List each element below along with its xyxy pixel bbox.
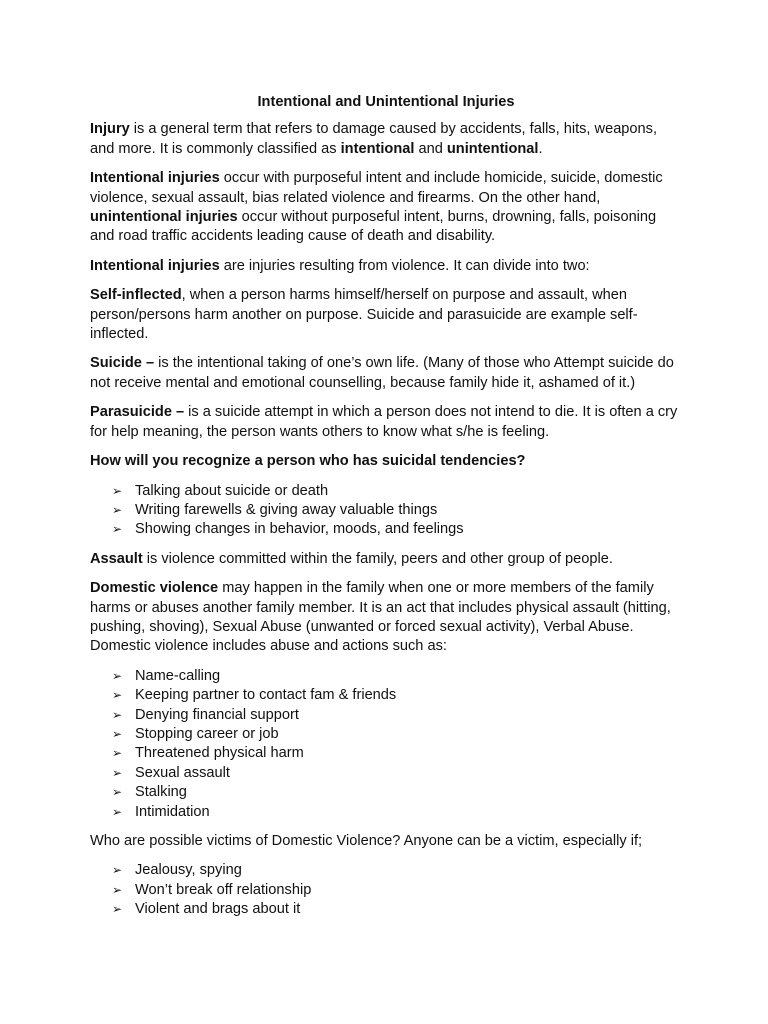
arrow-bullet-icon: ➢ <box>112 707 123 722</box>
arrow-bullet-icon: ➢ <box>112 726 123 741</box>
paragraph-text: occur with purposeful intent and include homicide, suicide, domestic violence, sexual assault, bias related violence and firearms. On the other hand, <box>90 170 663 206</box>
list-item-text: Denying financial support <box>135 706 299 723</box>
suicidal-signs-list <box>90 482 682 540</box>
arrow-bullet-icon: ➢ <box>112 765 123 780</box>
arrow-bullet-icon: ➢ <box>112 668 123 683</box>
list-item-text: Writing farewells & giving away valuable things <box>135 501 438 518</box>
list-item-text: Won’t break off relationship <box>135 881 312 898</box>
paragraph-text: is violence committed within the family, peers and other group of people. <box>142 550 613 567</box>
arrow-bullet-icon: ➢ <box>112 746 123 761</box>
list-item-text: Violent and brags about it <box>135 901 301 918</box>
bold-term: Parasuicide – <box>90 404 185 421</box>
list-item <box>90 764 682 783</box>
paragraph-intentional-injuries <box>90 257 682 276</box>
list-item <box>90 881 682 900</box>
list-item-text: Stalking <box>135 784 187 801</box>
domestic-abuse-list <box>90 667 682 822</box>
paragraph-text: is a suicide attempt in which a person does not intend to die. It is often a cry for help meaning, the person wants others to know what s/he is feeling. <box>90 404 678 440</box>
bold-term: Domestic violence <box>90 580 219 597</box>
list-item-text: Intimidation <box>135 803 210 820</box>
bold-term: Intentional injuries <box>90 170 220 187</box>
paragraph-text: . <box>538 140 543 157</box>
paragraph-intentional-vs-unintentional <box>90 169 682 247</box>
list-item <box>90 803 682 822</box>
arrow-bullet-icon: ➢ <box>112 483 123 498</box>
bold-term: Injury <box>90 121 130 138</box>
list-item-text: Sexual assault <box>135 764 230 781</box>
list-item <box>90 725 682 744</box>
list-item-text: Talking about suicide or death <box>135 482 329 499</box>
paragraph-text: is the intentional taking of one’s own life. (Many of those who Attempt suicide do not receive mental and emotional counselling, because family hide it, ashamed of it.) <box>90 355 674 391</box>
paragraph-assault <box>90 550 682 569</box>
list-item <box>90 482 682 501</box>
list-item-text: Jealousy, spying <box>135 862 242 879</box>
list-item <box>90 706 682 725</box>
bold-term: unintentional injuries <box>90 209 238 226</box>
list-item-text: Threatened physical harm <box>135 745 304 762</box>
list-item <box>90 900 682 919</box>
question-text: How will you recognize a person who has suicidal tendencies? <box>90 453 526 470</box>
paragraph-text: is a general term that refers to damage caused by accidents, falls, hits, weapons, and more. It is commonly classified as <box>90 121 658 157</box>
arrow-bullet-icon: ➢ <box>112 863 123 878</box>
bold-term: Intentional injuries <box>90 257 220 274</box>
bold-term: intentional <box>340 140 415 157</box>
arrow-bullet-icon: ➢ <box>112 882 123 897</box>
paragraph-text: occur without purposeful intent, burns, drowning, falls, poisoning and road traffic accidents leading cause of death and disability. <box>90 209 657 245</box>
list-item <box>90 686 682 705</box>
arrow-bullet-icon: ➢ <box>112 804 123 819</box>
list-item <box>90 501 682 520</box>
arrow-bullet-icon: ➢ <box>112 785 123 800</box>
arrow-bullet-icon: ➢ <box>112 688 123 703</box>
paragraph-text: may happen in the family when one or more members of the family harms or abuses another family member. It is an act that includes physical assault (hitting, pushing, shoving), Sexual Abuse (unwanted or forced sexual activity), Verbal Abuse. Domestic violence includes abuse and actions such as: <box>90 580 671 655</box>
paragraph-text: are injuries resulting from violence. It can divide into two: <box>219 257 590 274</box>
paragraph-parasuicide <box>90 403 682 442</box>
list-item-text: Stopping career or job <box>135 725 279 742</box>
question-heading <box>90 452 682 471</box>
paragraph-self-inflected <box>90 286 682 344</box>
list-item <box>90 744 682 763</box>
bold-term: Assault <box>90 550 143 567</box>
list-item-text: Showing changes in behavior, moods, and feelings <box>135 521 464 538</box>
paragraph-injury-definition <box>90 120 682 159</box>
paragraph-domestic-violence <box>90 579 682 657</box>
victim-signs-list <box>90 861 682 919</box>
bold-term: Suicide – <box>90 355 155 372</box>
list-item <box>90 861 682 880</box>
paragraph-possible-victims: Who are possible victims of Domestic Violence? Anyone can be a victim, especially if; <box>90 833 643 849</box>
paragraph-text: and <box>414 140 447 157</box>
arrow-bullet-icon: ➢ <box>112 902 123 917</box>
bold-term: Self-inflected <box>90 287 182 304</box>
list-item <box>90 667 682 686</box>
document-title: Intentional and Unintentional Injuries <box>257 94 515 110</box>
list-item <box>90 783 682 802</box>
paragraph-suicide <box>90 354 682 393</box>
bold-term: unintentional <box>446 140 539 157</box>
document-page <box>90 93 682 930</box>
arrow-bullet-icon: ➢ <box>112 522 123 537</box>
list-item-text: Name-calling <box>135 667 221 684</box>
arrow-bullet-icon: ➢ <box>112 502 123 517</box>
paragraph-text: , when a person harms himself/herself on purpose and assault, when person/persons harm another on purpose. Suicide and parasuicide are example self-inflected. <box>90 287 638 343</box>
list-item-text: Keeping partner to contact fam & friends <box>135 687 397 704</box>
list-item <box>90 520 682 539</box>
